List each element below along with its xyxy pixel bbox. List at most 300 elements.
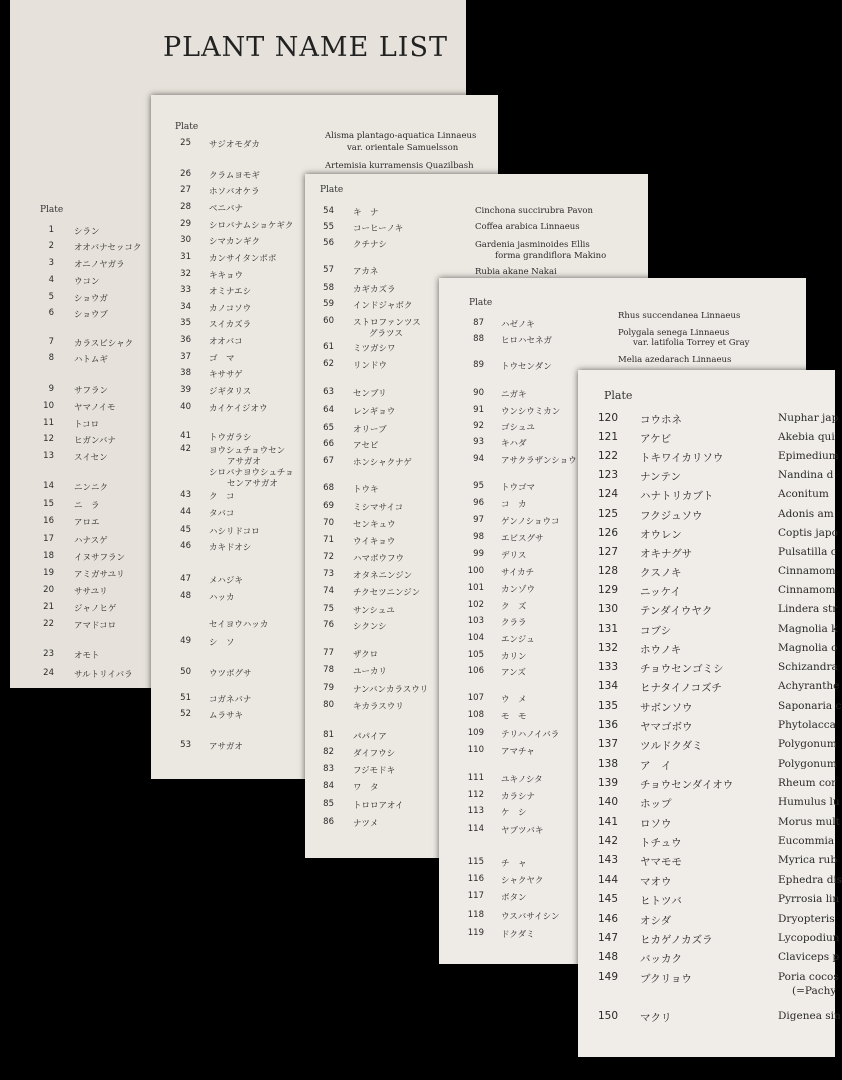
japanese-name: デリス <box>501 551 527 561</box>
japanese-name: チ ャ <box>501 859 527 869</box>
plate-header: Plate <box>604 389 633 402</box>
plate-number: 89 <box>473 360 484 370</box>
plate-number: 74 <box>323 586 334 596</box>
japanese-name: ホソバオケラ <box>209 187 260 197</box>
plate-number: 113 <box>467 806 484 816</box>
japanese-name: インドジャボク <box>353 301 413 311</box>
plate-number: 38 <box>180 368 191 378</box>
japanese-name: オオバナセッコク <box>74 243 142 253</box>
japanese-name: ブクリョウ <box>640 973 692 985</box>
plate-number: 122 <box>597 450 618 462</box>
japanese-name: コガネバナ <box>209 695 252 705</box>
scientific-name: Schizandra <box>778 661 838 673</box>
plate-number: 76 <box>323 620 334 630</box>
japanese-name: ヒロハセネガ <box>501 336 553 346</box>
japanese-name: アサガオ <box>209 742 243 752</box>
plate-number: 21 <box>43 602 54 612</box>
japanese-name: トウキ <box>353 485 379 495</box>
japanese-name: パパイア <box>353 732 387 742</box>
japanese-name: ユーカリ <box>353 667 387 677</box>
sci-name: Rubia akane Nakai <box>475 267 557 277</box>
plate-number: 99 <box>473 549 484 559</box>
plate-number: 126 <box>597 527 618 539</box>
plate-number: 35 <box>180 318 191 328</box>
plate-number: 83 <box>323 764 334 774</box>
scientific-name: Akebia qui <box>778 431 835 443</box>
japanese-name: ヨウシュチョウセン <box>209 446 286 456</box>
scientific-name: Pyrrosia lin <box>778 893 840 905</box>
japanese-name: ヤブツバキ <box>501 826 544 836</box>
japanese-name: エビスグサ <box>501 534 544 544</box>
japanese-name: シクンシ <box>353 622 387 632</box>
japanese-name: トキワイカリソウ <box>640 452 724 464</box>
page-title: PLANT NAME LIST <box>163 32 448 63</box>
scientific-name: Epimedium <box>778 450 839 462</box>
japanese-name: ゴ マ <box>209 354 235 364</box>
japanese-name: オオバコ <box>209 337 243 347</box>
plate-number: 49 <box>180 636 191 646</box>
japanese-name: カンゾウ <box>501 585 536 595</box>
plate-number: 73 <box>323 569 334 579</box>
japanese-name: キカラスウリ <box>353 702 404 712</box>
japanese-name: ユキノシタ <box>501 775 543 785</box>
japanese-name: キ ナ <box>353 208 379 218</box>
plate-number: 86 <box>323 817 334 827</box>
japanese-name: ショウガ <box>74 294 108 304</box>
japanese-name: ウイキョウ <box>353 537 396 547</box>
scientific-name: Polygonum <box>778 758 837 770</box>
japanese-name: カギカズラ <box>353 285 396 295</box>
japanese-name: タバコ <box>209 509 235 519</box>
plate-number: 75 <box>323 604 334 614</box>
sci-name: var. latifolia Torrey et Gray <box>633 338 750 348</box>
japanese-name: サンシュユ <box>353 606 395 616</box>
plate-number: 101 <box>467 583 484 593</box>
plate-number: 61 <box>323 342 334 352</box>
japanese-name: ベニバナ <box>209 204 244 214</box>
japanese-name: チョウセンダイオウ <box>640 779 734 791</box>
japanese-name: ニンニク <box>74 483 109 493</box>
plate-number: 50 <box>180 667 191 677</box>
japanese-name: ダイフウシ <box>353 749 396 759</box>
japanese-name: ニッケイ <box>640 586 681 598</box>
plate-number: 65 <box>323 423 334 433</box>
japanese-name: クララ <box>501 618 527 628</box>
plate-number: 130 <box>597 603 618 615</box>
scientific-name: Humulus lu <box>778 796 840 808</box>
japanese-name: ストロファンツス <box>353 318 421 328</box>
japanese-name: オシダ <box>640 915 672 927</box>
plate-number: 69 <box>323 501 334 511</box>
japanese-name: ヒガンバナ <box>74 436 116 446</box>
japanese-name: トコロ <box>74 420 100 430</box>
japanese-name: ヤマモモ <box>640 856 682 868</box>
japanese-name: ウスバサイシン <box>501 912 560 922</box>
scientific-name: Eucommia <box>778 835 835 847</box>
plate-number: 39 <box>180 385 191 395</box>
sci-name: Polygala senega Linnaeus <box>618 328 730 338</box>
japanese-name: カイケイジオウ <box>209 404 268 414</box>
plate-number: 127 <box>597 546 618 558</box>
scientific-name: Adonis am <box>778 508 834 520</box>
japanese-name: アケビ <box>640 433 672 445</box>
japanese-name: ナンテン <box>640 471 681 483</box>
japanese-name: ホウノキ <box>640 644 682 656</box>
japanese-name: サジオモダカ <box>209 140 260 150</box>
plate-header: Plate <box>320 185 344 195</box>
japanese-name: ヒカゲノカズラ <box>640 934 713 946</box>
scientific-name: Coptis japo <box>778 527 838 539</box>
plate-number: 84 <box>323 781 334 791</box>
japanese-name: アロエ <box>74 518 100 528</box>
plate-header: Plate <box>469 298 493 308</box>
japanese-name: ジャノヒゲ <box>74 604 117 614</box>
japanese-name: ハマボウフウ <box>353 554 405 564</box>
scientific-name: Pulsatilla c <box>778 546 837 558</box>
japanese-name: キキョウ <box>209 271 244 281</box>
plate-number: 17 <box>43 534 54 544</box>
plate-number: 40 <box>180 402 191 412</box>
plate-number: 87 <box>473 318 484 328</box>
japanese-name: セイヨウハッカ <box>209 620 269 630</box>
japanese-name: テンダイウヤク <box>640 605 713 617</box>
plate-number: 20 <box>43 585 54 595</box>
plate-number: 79 <box>323 683 334 693</box>
japanese-name: オニノヤガラ <box>74 260 125 270</box>
plate-number: 90 <box>473 388 484 398</box>
scientific-name: Achyranthe <box>778 680 840 692</box>
plate-number: 114 <box>467 824 484 834</box>
japanese-name: サイカチ <box>501 568 535 578</box>
plate-number: 52 <box>180 709 191 719</box>
japanese-name: ムラサキ <box>209 711 244 721</box>
japanese-name: シマカンギク <box>209 237 261 247</box>
plate-number: 26 <box>180 169 191 179</box>
plate-number: 25 <box>180 138 191 148</box>
japanese-name: コ カ <box>501 500 527 510</box>
plate-number: 119 <box>467 928 484 938</box>
japanese-name: カリン <box>501 652 527 662</box>
japanese-name: アマチャ <box>501 747 535 757</box>
japanese-name: ケ シ <box>501 808 527 818</box>
plate-number: 1 <box>48 225 54 235</box>
japanese-name: ニガキ <box>501 390 527 400</box>
japanese-name: ヤマノイモ <box>74 403 116 413</box>
japanese-name: チョウセンゴミシ <box>640 663 724 675</box>
scientific-name: Morus mult <box>778 816 840 828</box>
plate-number: 123 <box>597 469 618 481</box>
plate-number: 32 <box>180 269 191 279</box>
japanese-name: ジギタリス <box>209 387 252 397</box>
plate-number: 34 <box>180 302 191 312</box>
japanese-name: サボンソウ <box>640 702 693 714</box>
plate-number: 43 <box>180 490 191 500</box>
japanese-name: オミナエシ <box>209 287 252 297</box>
plate-number: 132 <box>597 642 618 654</box>
japanese-name: アサクラザンショウ <box>501 456 577 466</box>
japanese-name: ク コ <box>209 492 235 502</box>
plate-number: 98 <box>473 532 484 542</box>
scientific-name-continued: (=Pachy <box>792 985 837 997</box>
japanese-name-continued: アサガオ <box>227 457 261 467</box>
japanese-name: シ ソ <box>209 638 235 648</box>
japanese-name: クラムヨモギ <box>209 171 260 181</box>
japanese-name: ショウブ <box>74 310 108 320</box>
plate-number: 12 <box>43 434 54 444</box>
plate-number: 55 <box>323 222 334 232</box>
plate-number: 59 <box>323 299 334 309</box>
plate-number: 18 <box>43 551 54 561</box>
scientific-name: Rheum cor <box>778 777 837 789</box>
japanese-name: ゲンノショウコ <box>501 517 560 527</box>
plate-number: 14 <box>43 481 54 491</box>
plate-number: 112 <box>467 790 484 800</box>
japanese-name: カラスビシャク <box>74 339 134 349</box>
japanese-name: ウツボグサ <box>209 669 252 679</box>
plate-number: 44 <box>180 507 191 517</box>
japanese-name: サフラン <box>74 386 109 396</box>
scientific-name: Saponaria c <box>778 700 842 712</box>
plate-number: 150 <box>597 1010 618 1022</box>
plate-number: 28 <box>180 202 191 212</box>
japanese-name: トウガラシ <box>209 433 252 443</box>
plate-number: 147 <box>597 932 618 944</box>
japanese-name: オウレン <box>640 529 682 541</box>
plate-number: 121 <box>597 431 618 443</box>
japanese-name: サルトリイバラ <box>74 670 133 680</box>
plate-number: 104 <box>467 633 484 643</box>
plate-number: 110 <box>467 745 484 755</box>
scientific-name: Dryopteris <box>778 913 835 925</box>
japanese-name: スイセン <box>74 453 108 463</box>
plate-number: 2 <box>48 241 54 251</box>
japanese-name: シロバナムショケギク <box>209 221 294 231</box>
plate-number: 68 <box>323 483 334 493</box>
japanese-name: ク ズ <box>501 602 527 612</box>
japanese-name: トウゴマ <box>501 483 536 493</box>
plate-number: 138 <box>597 758 618 770</box>
japanese-name: ツルドクダミ <box>640 740 703 752</box>
plate-number: 120 <box>597 412 618 424</box>
japanese-name: チクセツニンジン <box>353 588 421 598</box>
japanese-name: カノコソウ <box>209 304 252 314</box>
plate-number: 77 <box>323 648 334 658</box>
japanese-name: キササゲ <box>209 370 243 380</box>
japanese-name: オタネニンジン <box>353 571 413 581</box>
plate-number: 97 <box>473 515 484 525</box>
japanese-name: リンドウ <box>353 361 388 371</box>
japanese-name: ニ ラ <box>74 501 100 511</box>
japanese-name: アセビ <box>353 441 379 451</box>
japanese-name: コブシ <box>640 625 672 637</box>
plate-number: 124 <box>597 488 618 500</box>
scientific-name: Cinnamom <box>778 565 836 577</box>
japanese-name: ナンバンカラスウリ <box>353 685 429 695</box>
plate-number: 118 <box>467 910 484 920</box>
plate-number: 7 <box>48 337 54 347</box>
japanese-name: ミツガシワ <box>353 344 396 354</box>
plate-number: 60 <box>323 316 334 326</box>
sci-name: Cinchona succirubra Pavon <box>475 206 593 216</box>
japanese-name: シラン <box>74 227 100 237</box>
japanese-name: センキュウ <box>353 520 396 530</box>
plate-number: 51 <box>180 693 191 703</box>
japanese-name: トチュウ <box>640 837 682 849</box>
plate-number: 106 <box>467 666 484 676</box>
japanese-name: ミシマサイコ <box>353 503 404 513</box>
plate-number: 64 <box>323 405 334 415</box>
japanese-name: マオウ <box>640 876 672 888</box>
japanese-name-continued: シロバナヨウシュチョ <box>209 468 294 478</box>
japanese-name: カラシナ <box>501 792 536 802</box>
sci-name: Artemisia kurramensis Quazilbash <box>325 161 474 171</box>
plate-number: 30 <box>180 235 191 245</box>
japanese-name: ササユリ <box>74 587 108 597</box>
plate-number: 108 <box>467 710 484 720</box>
plate-number: 9 <box>48 384 54 394</box>
plate-number: 37 <box>180 352 191 362</box>
japanese-name: アンズ <box>501 668 526 678</box>
plate-number: 48 <box>180 591 191 601</box>
japanese-name: イヌサフラン <box>74 553 126 563</box>
plate-number: 57 <box>323 265 334 275</box>
plate-number: 10 <box>43 401 54 411</box>
plate-number: 29 <box>180 219 191 229</box>
scientific-name: Phytolacca <box>778 719 836 731</box>
scientific-name: Lindera str <box>778 603 838 615</box>
japanese-name: ワ タ <box>353 783 379 793</box>
plate-number: 136 <box>597 719 618 731</box>
plate-number: 22 <box>43 619 54 629</box>
scientific-name: Magnolia k <box>778 623 838 635</box>
plate-number: 53 <box>180 740 191 750</box>
plate-number: 62 <box>323 359 334 369</box>
plate-number: 115 <box>467 857 484 867</box>
japanese-name: カンサイタンポポ <box>209 254 277 264</box>
plate-number: 56 <box>323 238 334 248</box>
plate-number: 134 <box>597 680 618 692</box>
plate-number: 80 <box>323 700 334 710</box>
japanese-name: ハナトリカブト <box>640 490 714 502</box>
plate-number: 111 <box>467 773 484 783</box>
plate-number: 85 <box>323 799 334 809</box>
japanese-name: モ モ <box>501 712 527 722</box>
plate-number: 58 <box>323 283 334 293</box>
plate-number: 47 <box>180 574 191 584</box>
japanese-name: ゴシュユ <box>501 423 535 433</box>
japanese-name: ウ メ <box>501 695 527 705</box>
scientific-name: Nuphar jap <box>778 412 839 424</box>
plate-number: 6 <box>48 308 54 318</box>
sci-name: Gardenia jasminoides Ellis <box>475 240 590 250</box>
plate-number: 92 <box>473 421 484 431</box>
japanese-name: ハゼノキ <box>501 320 535 330</box>
plate-number: 71 <box>323 535 334 545</box>
sci-name: Alisma plantago-aquatica Linnaeus <box>325 131 477 141</box>
japanese-name: キハダ <box>501 439 527 449</box>
plate-number: 24 <box>43 668 54 678</box>
plate-number: 70 <box>323 518 334 528</box>
japanese-name: オモト <box>74 651 100 661</box>
japanese-name: フジモドキ <box>353 766 396 776</box>
sci-name: Coffea arabica Linnaeus <box>475 222 580 232</box>
plate-number: 91 <box>473 405 484 415</box>
japanese-name-continued: センアサガオ <box>227 479 278 489</box>
japanese-name: カキドオシ <box>209 543 252 553</box>
japanese-name-continued: グラツス <box>369 329 403 339</box>
japanese-name: ウンシウミカン <box>501 407 561 417</box>
sci-name: Rhus succendanea Linnaeus <box>618 311 741 321</box>
plate-number: 45 <box>180 525 191 535</box>
scientific-name: Polygonum <box>778 738 837 750</box>
plate-number: 63 <box>323 387 334 397</box>
japanese-name: ウコン <box>74 277 100 287</box>
plate-number: 66 <box>323 439 334 449</box>
plate-number: 33 <box>180 285 191 295</box>
japanese-name: ザクロ <box>353 650 379 660</box>
scientific-name: Cinnamom <box>778 584 836 596</box>
japanese-name: クチナシ <box>353 240 387 250</box>
plate-number: 41 <box>180 431 191 441</box>
plate-number: 82 <box>323 747 334 757</box>
japanese-name: アカネ <box>353 267 379 277</box>
japanese-name: ハトムギ <box>74 355 108 365</box>
plate-number: 11 <box>43 418 54 428</box>
sci-name: Melia azedarach Linnaeus <box>618 355 732 365</box>
plate-number: 133 <box>597 661 618 673</box>
japanese-name: オキナグサ <box>640 548 693 560</box>
plate-number: 3 <box>48 258 54 268</box>
scientific-name: Digenea sin <box>778 1010 841 1022</box>
japanese-name: ハシリドコロ <box>209 527 260 537</box>
plate-number: 78 <box>323 665 334 675</box>
japanese-name: ヤマゴボウ <box>640 721 693 733</box>
plate-number: 19 <box>43 568 54 578</box>
japanese-name: ア イ <box>640 760 672 772</box>
japanese-name: ハナスゲ <box>74 536 108 546</box>
plate-number: 36 <box>180 335 191 345</box>
scientific-name: Ephedra dis <box>778 874 842 886</box>
japanese-name: ボタン <box>501 893 527 903</box>
plate-number: 8 <box>48 353 54 363</box>
scientific-name: Magnolia o <box>778 642 838 654</box>
plate-number: 105 <box>467 650 484 660</box>
japanese-name: アミガサユリ <box>74 570 125 580</box>
japanese-name: メハジキ <box>209 576 243 586</box>
japanese-name: バッカク <box>640 953 682 965</box>
japanese-name: ホップ <box>640 798 672 810</box>
page-plants-120-150 <box>578 370 842 1057</box>
plate-header: Plate <box>175 122 199 132</box>
japanese-name: コーヒーノキ <box>353 224 404 234</box>
scientific-name: Lycopodiun <box>778 932 840 944</box>
plate-number: 128 <box>597 565 618 577</box>
plate-number: 88 <box>473 334 484 344</box>
japanese-name: マクリ <box>640 1012 672 1024</box>
plate-number: 13 <box>43 451 54 461</box>
plate-number: 31 <box>180 252 191 262</box>
plate-number: 125 <box>597 508 618 520</box>
plate-number: 109 <box>467 728 484 738</box>
plate-number: 140 <box>597 796 618 808</box>
plate-number: 100 <box>467 566 484 576</box>
japanese-name: ドクダミ <box>501 930 535 940</box>
scientific-name: Myrica rub <box>778 854 838 866</box>
sci-name: var. orientale Samuelsson <box>347 143 459 153</box>
plate-number: 103 <box>467 616 484 626</box>
plate-number: 4 <box>48 275 54 285</box>
plate-number: 135 <box>597 700 618 712</box>
